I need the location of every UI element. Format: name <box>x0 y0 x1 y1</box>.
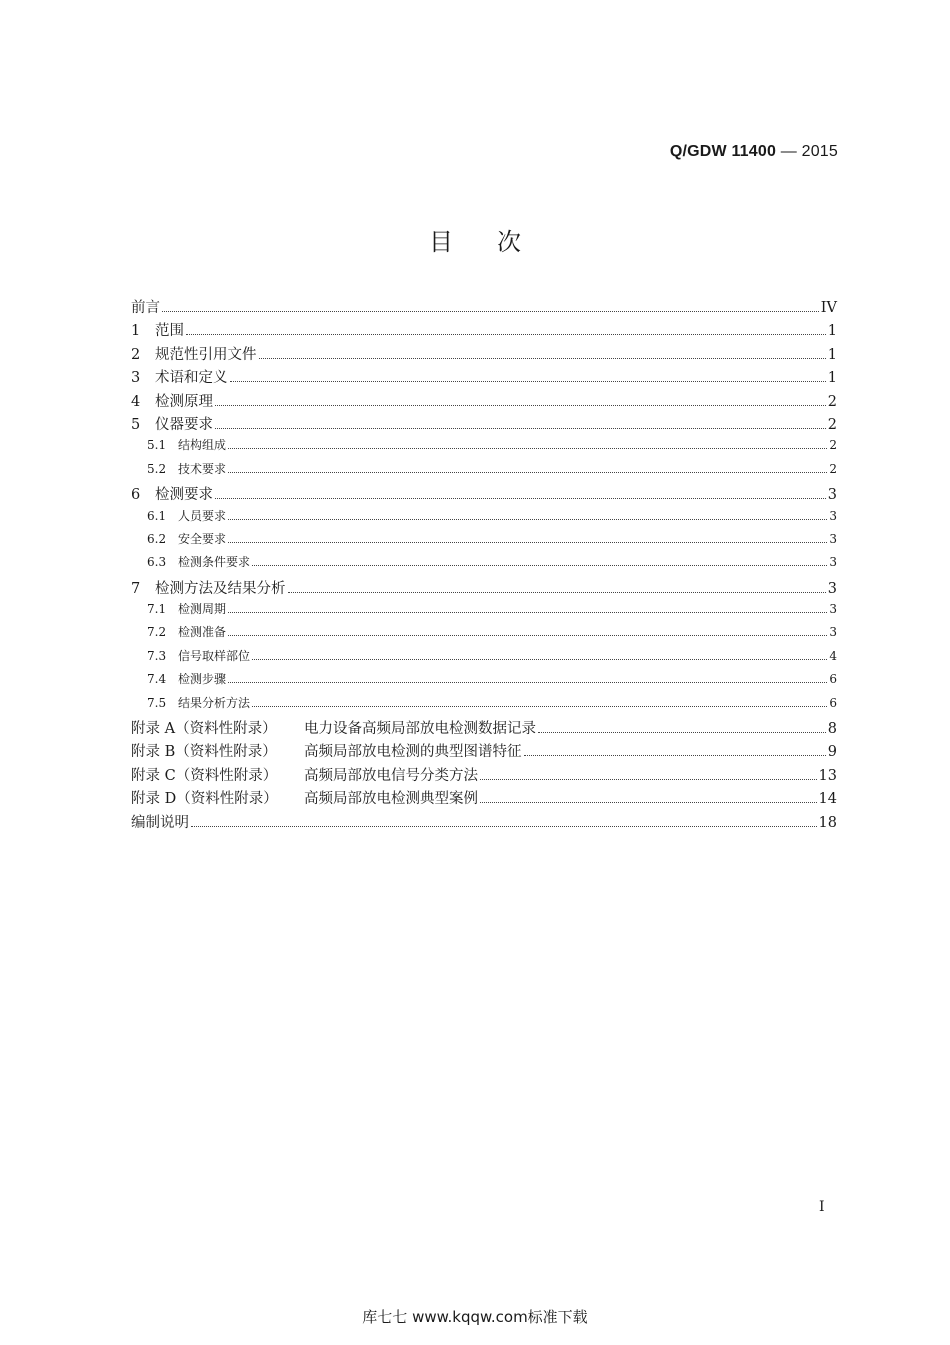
toc-dot-leader <box>228 682 827 683</box>
toc-dot-leader <box>228 519 827 520</box>
document-code <box>670 143 838 161</box>
toc-appendix-label: 附录 A（资料性附录） <box>131 721 277 738</box>
toc-page-number: 3 <box>829 508 837 523</box>
toc-dot-leader <box>228 542 827 543</box>
toc-page-number: 13 <box>818 767 837 784</box>
toc-entry[interactable] <box>131 787 837 810</box>
toc-section-number: 6.2 <box>147 531 167 546</box>
toc-title: 检测步骤 <box>178 672 227 687</box>
toc-title: 检测条件要求 <box>178 555 251 570</box>
toc-section-number: 2 <box>131 346 141 363</box>
toc-title: 高频局部放电信号分类方法 <box>304 767 478 784</box>
toc-page-number: 6 <box>829 672 837 687</box>
toc-page-number: 18 <box>818 814 837 831</box>
toc-dot-leader <box>228 448 827 449</box>
table-of-contents <box>131 296 837 834</box>
toc-appendix-label: 附录 B（资料性附录） <box>131 744 277 761</box>
doc-code-dash: — <box>780 143 797 160</box>
toc-dot-leader <box>228 612 827 613</box>
toc-entry[interactable] <box>131 460 837 483</box>
toc-entry[interactable] <box>131 764 837 787</box>
toc-section-number: 5.2 <box>147 461 167 476</box>
toc-title: 安全要求 <box>178 531 227 546</box>
toc-page-number: 14 <box>818 791 837 808</box>
toc-section-number: 7.3 <box>147 648 167 663</box>
toc-title: 范围 <box>155 323 184 340</box>
toc-dot-leader <box>252 706 827 707</box>
toc-section-number: 6 <box>131 487 141 504</box>
toc-entry[interactable] <box>131 366 837 389</box>
page-number: I <box>819 1199 825 1215</box>
toc-dot-leader <box>538 732 826 733</box>
toc-page-number: 3 <box>829 531 837 546</box>
toc-entry[interactable] <box>131 319 837 342</box>
toc-page-number: 1 <box>827 323 837 340</box>
toc-appendix-label: 附录 D（资料性附录） <box>131 791 278 808</box>
toc-section-number: 4 <box>131 393 141 410</box>
toc-section-number: 7.5 <box>147 695 167 710</box>
toc-title: 检测要求 <box>155 487 213 504</box>
toc-page-number: 3 <box>829 555 837 570</box>
toc-title: 高频局部放电检测典型案例 <box>304 791 478 808</box>
toc-entry[interactable] <box>131 740 837 763</box>
toc-title: 检测周期 <box>178 602 227 617</box>
toc-title: 编制说明 <box>131 814 189 831</box>
toc-entry[interactable] <box>131 811 837 834</box>
toc-page-number: 4 <box>829 648 837 663</box>
toc-title: 前言 <box>131 300 160 316</box>
toc-section-number: 5 <box>131 416 141 433</box>
toc-section-number: 7 <box>131 580 141 597</box>
toc-section-number: 7.2 <box>147 625 167 640</box>
toc-title: 结果分析方法 <box>178 695 251 710</box>
toc-title: 检测方法及结果分析 <box>155 580 286 597</box>
toc-entry[interactable] <box>131 343 837 366</box>
toc-dot-leader <box>524 755 826 756</box>
toc-title: 电力设备高频局部放电检测数据记录 <box>304 721 536 738</box>
toc-page-number: 2 <box>827 416 837 433</box>
toc-entry[interactable] <box>131 390 837 413</box>
toc-entry[interactable] <box>131 436 837 459</box>
toc-section-number: 7.4 <box>147 672 167 687</box>
toc-dot-leader <box>215 405 826 406</box>
toc-entry[interactable] <box>131 670 837 693</box>
toc-entry[interactable] <box>131 483 837 506</box>
toc-page-number: IV <box>820 300 837 316</box>
toc-dot-leader <box>162 311 819 312</box>
toc-dot-leader <box>252 565 827 566</box>
toc-page-number: 6 <box>829 695 837 710</box>
toc-page-number: 3 <box>827 580 837 597</box>
toc-page-number: 2 <box>827 393 837 410</box>
toc-entry[interactable] <box>131 694 837 717</box>
toc-entry[interactable] <box>131 577 837 600</box>
toc-dot-leader <box>252 659 827 660</box>
toc-page-number: 3 <box>829 625 837 640</box>
toc-section-number: 6.3 <box>147 555 167 570</box>
toc-entry[interactable] <box>131 623 837 646</box>
toc-entry[interactable] <box>131 530 837 553</box>
toc-dot-leader <box>215 498 826 499</box>
toc-dot-leader <box>288 592 826 593</box>
toc-page-number: 2 <box>829 438 837 453</box>
toc-entry[interactable] <box>131 413 837 436</box>
toc-dot-leader <box>230 381 826 382</box>
toc-page-number: 2 <box>829 461 837 476</box>
toc-entry[interactable] <box>131 296 837 319</box>
toc-dot-leader <box>480 779 817 780</box>
toc-dot-leader <box>215 428 826 429</box>
toc-entry[interactable] <box>131 553 837 576</box>
toc-section-number: 5.1 <box>147 438 167 453</box>
toc-page-number: 9 <box>827 744 837 761</box>
toc-page-number: 1 <box>827 346 837 363</box>
toc-title: 人员要求 <box>178 508 227 523</box>
doc-code-year: 2015 <box>801 143 838 160</box>
toc-title: 高频局部放电检测的典型图谱特征 <box>304 744 522 761</box>
toc-dot-leader <box>228 472 827 473</box>
footer-watermark: 库七七 www.kqqw.com标准下载 <box>362 1308 588 1326</box>
toc-title: 信号取样部位 <box>178 648 251 663</box>
toc-page-number: 1 <box>827 370 837 387</box>
toc-page-number: 8 <box>827 721 837 738</box>
toc-entry[interactable] <box>131 647 837 670</box>
toc-page-number: 3 <box>827 487 837 504</box>
toc-title: 术语和定义 <box>155 370 228 387</box>
toc-section-number: 6.1 <box>147 508 167 523</box>
toc-dot-leader <box>186 334 826 335</box>
page-title: 目次 <box>429 228 565 256</box>
toc-dot-leader <box>191 826 817 827</box>
toc-title: 检测原理 <box>155 393 213 410</box>
toc-entry[interactable] <box>131 717 837 740</box>
toc-dot-leader <box>228 635 827 636</box>
toc-section-number: 1 <box>131 323 141 340</box>
toc-dot-leader <box>259 358 826 359</box>
toc-title: 技术要求 <box>178 461 227 476</box>
toc-dot-leader <box>480 802 817 803</box>
toc-entry[interactable] <box>131 600 837 623</box>
toc-section-number: 7.1 <box>147 602 167 617</box>
toc-title: 结构组成 <box>178 438 227 453</box>
doc-code-text: Q/GDW 11400 <box>669 143 777 160</box>
toc-title: 检测准备 <box>178 625 227 640</box>
toc-title: 规范性引用文件 <box>155 346 257 363</box>
toc-title: 仪器要求 <box>155 416 213 433</box>
toc-section-number: 3 <box>131 370 141 387</box>
toc-appendix-label: 附录 C（资料性附录） <box>131 767 278 784</box>
toc-page-number: 3 <box>829 602 837 617</box>
toc-entry[interactable] <box>131 507 837 530</box>
